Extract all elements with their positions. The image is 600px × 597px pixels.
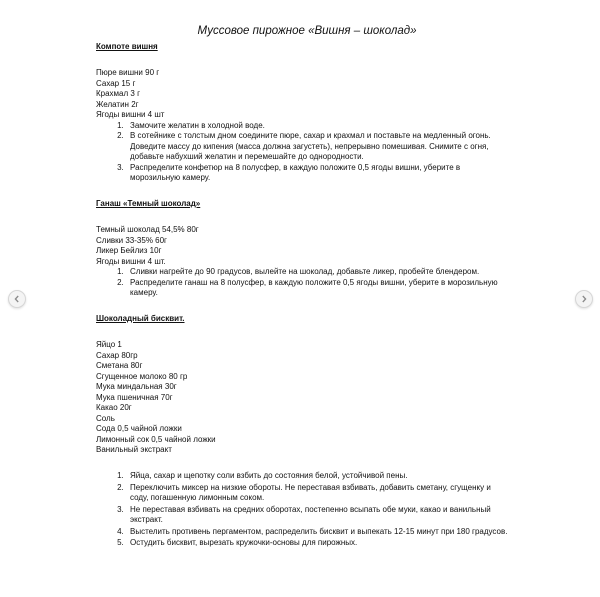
step-item: 3. Не переставая взбивать на средних оборотах, постепенно всыпать обе муки, какао и ванильный экстракт. — [126, 505, 508, 526]
ingredient-item: Мука пшеничная 70г — [96, 392, 173, 402]
ingredient-item: Ягоды вишни 4 шт — [96, 110, 165, 119]
ingredient-item: Сахар 15 г — [96, 78, 136, 88]
ingredient-item: Какао 20г — [96, 403, 132, 412]
step-item: 2. Переключить миксер на низкие обороты. Не переставая взбивать, добавить сметану, сгущенку и соду, погашенную лимонным соком. — [126, 483, 508, 504]
section-heading-biscuit: Шоколадный бисквит. — [96, 314, 185, 323]
ingredient-item: Пюре вишни 90 г — [96, 68, 160, 77]
ingredient-item: Сливки 33-35% 60г — [96, 235, 167, 245]
step-item: 1. Сливки нагрейте до 90 градусов, вылейте на шоколад, добавьте ликер, пробейте блендером. — [126, 267, 508, 278]
section-heading-compote: Компоте вишня — [96, 42, 158, 51]
ingredient-item: Лимонный сок 0,5 чайной ложки — [96, 434, 216, 444]
steps-list-compote — [96, 121, 508, 184]
ingredient-list-ganache — [96, 225, 508, 267]
ingredient-item: Темный шоколад 54,5% 80г — [96, 225, 199, 234]
ingredient-item: Крахмал 3 г — [96, 89, 140, 98]
section-heading-ganache: Ганаш «Темный шоколад» — [96, 199, 201, 208]
step-item: 1. Яйца, сахар и щепотку соли взбить до состояния белой, устойчивой пены. — [126, 471, 508, 482]
chevron-left-icon — [13, 295, 21, 303]
step-item: 2. Распределите ганаш на 8 полусфер, в каждую положите 0,5 ягоды вишни, уберите в морозильную камеру. — [126, 278, 508, 299]
step-item: 1. Замочите желатин в холодной воде. — [126, 121, 508, 132]
recipe-title: Муссовое пирожное «Вишня – шоколад» — [197, 25, 417, 37]
ingredient-list-biscuit — [96, 340, 508, 456]
ingredient-item: Ванильный экстракт — [96, 445, 172, 454]
ingredient-item: Желатин 2г — [96, 99, 139, 109]
ingredient-list-compote — [96, 68, 508, 121]
ingredient-item: Мука миндальная 30г — [96, 382, 177, 391]
step-item: 2. В сотейнике с толстым дном соедините пюре, сахар и крахмал и поставьте на медленный огонь. Доведите массу до кипения (масса должна загустеть), непрерывно помешивая. Снимите с огня, добавьте набухший желатин и перемешайте до однородности. — [126, 131, 508, 163]
ingredient-item: Сметана 80г — [96, 361, 143, 370]
ingredient-item: Соль — [96, 413, 115, 423]
ingredient-item: Сгущенное молоко 80 гр — [96, 371, 188, 381]
recipe-document — [96, 24, 508, 550]
ingredient-item: Ликер Бейлиз 10г — [96, 246, 162, 255]
next-slide-button[interactable] — [575, 290, 593, 308]
step-item: 4. Выстелить противень пергаментом, распределить бисквит и выпекать 12-15 минут при 180 градусов. — [126, 527, 508, 538]
ingredient-item: Сахар 80гр — [96, 350, 138, 360]
ingredient-item: Сода 0,5 чайной ложки — [96, 424, 182, 433]
step-item: 3. Распределите конфетюр на 8 полусфер, в каждую положите 0,5 ягоды вишни, уберите в морозильную камеру. — [126, 163, 508, 184]
steps-list-biscuit — [96, 471, 508, 549]
chevron-right-icon — [580, 295, 588, 303]
ingredient-item: Яйцо 1 — [96, 340, 122, 349]
steps-list-ganache — [96, 267, 508, 299]
ingredient-item: Ягоды вишни 4 шт. — [96, 256, 166, 266]
step-item: 5. Остудить бисквит, вырезать кружочки-основы для пирожных. — [126, 538, 508, 549]
previous-slide-button[interactable] — [8, 290, 26, 308]
